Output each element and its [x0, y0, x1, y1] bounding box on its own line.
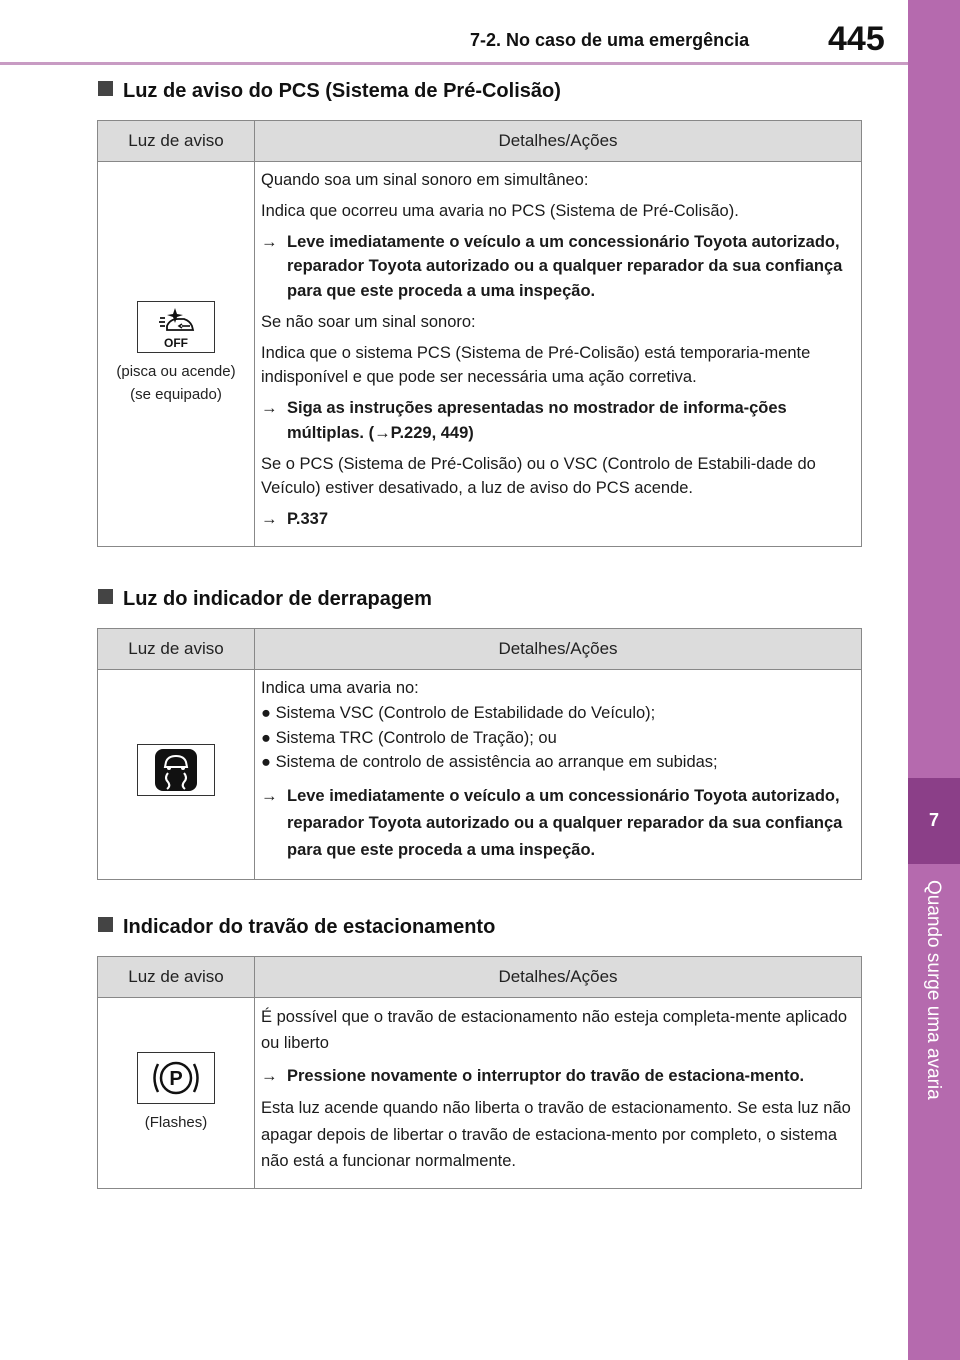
- detail-text: Indica que ocorreu uma avaria no PCS (Sistema de Pré-Colisão).: [261, 201, 739, 220]
- detail-text: Se o PCS (Sistema de Pré-Colisão) ou o VSC (Controlo de Estabili-dade do Veículo) estiver desativado, a luz de aviso do PCS acende.: [261, 454, 816, 498]
- parking-brake-icon: [137, 1052, 215, 1104]
- action-text: Pressione novamente o interruptor do travão de estaciona-mento.: [287, 1066, 805, 1085]
- chapter-number: 7: [928, 810, 939, 830]
- chapter-side-tab: [908, 0, 960, 1360]
- pcs-table: [97, 120, 862, 547]
- details-cell: [255, 670, 862, 880]
- action-item: [261, 507, 855, 532]
- arrow-icon: →: [261, 399, 278, 417]
- detail-text: Indica que o sistema PCS (Sistema de Pré-Colisão) está temporaria-mente indisponível e que pode ser necessária uma ação corretiva.: [261, 343, 811, 387]
- action-text: Leve imediatamente o veículo a um concessionário Toyota autorizado, reparador Toyota autorizado ou a qualquer reparador da sua confiança para que este proceda a uma inspeção.: [287, 232, 843, 300]
- section-heading-text: Indicador do travão de estacionamento: [123, 916, 496, 938]
- header-rule: [0, 62, 908, 65]
- table-header-row: [98, 957, 862, 998]
- arrow-icon: →: [261, 787, 278, 805]
- col-header-light: Luz de aviso: [98, 629, 255, 670]
- action-item: [261, 1063, 855, 1089]
- col-header-details: Detalhes/Ações: [255, 629, 862, 670]
- heading-square-icon: [98, 589, 113, 604]
- bullet-item: [261, 701, 855, 726]
- col-header-light: Luz de aviso: [98, 957, 255, 998]
- section-heading-pcs: [98, 80, 561, 103]
- bullet-icon: ●: [261, 703, 271, 722]
- action-item: [261, 783, 855, 865]
- icon-caption: (se equipado): [130, 385, 222, 403]
- icon-cell: [98, 670, 255, 880]
- bullet-item: [261, 750, 855, 775]
- col-header-details: Detalhes/Ações: [255, 957, 862, 998]
- details-cell: [255, 162, 862, 547]
- icon-cell: [98, 162, 255, 547]
- heading-square-icon: [98, 917, 113, 932]
- detail-text: Se não soar um sinal sonoro:: [261, 312, 476, 331]
- icon-caption: (Flashes): [144, 1113, 208, 1131]
- bullet-text: Sistema VSC (Controlo de Estabilidade do Veículo);: [275, 703, 656, 722]
- bullet-icon: ●: [261, 728, 271, 747]
- chapter-title: Quando surge uma avaria: [923, 880, 944, 1100]
- slip-table: [97, 628, 862, 880]
- action-text: P.337: [287, 510, 328, 528]
- action-text: Siga as instruções apresentadas no mostrador de informa-ções múltiplas. (→P.229, 449): [287, 399, 787, 442]
- col-header-light: Luz de aviso: [98, 121, 255, 162]
- icon-cell: [98, 998, 255, 1189]
- section-heading-slip: [98, 588, 432, 611]
- pcs-off-icon-label: OFF: [164, 336, 188, 351]
- action-item: [261, 396, 855, 446]
- header-title: 7-2. No caso de uma emergência: [470, 30, 750, 50]
- parking-brake-table: [97, 956, 862, 1189]
- detail-text: É possível que o travão de estacionamento não esteja completa-mente aplicado ou liberto: [261, 1008, 848, 1053]
- table-row: [98, 162, 862, 547]
- pcs-off-icon: [137, 301, 215, 353]
- section-heading-text: Luz do indicador de derrapagem: [123, 588, 432, 610]
- page-number: 445: [828, 20, 885, 58]
- detail-text: Quando soa um sinal sonoro em simultâneo:: [261, 171, 589, 189]
- arrow-icon: →: [261, 510, 278, 528]
- bullet-item: [261, 726, 855, 751]
- bullet-text: Sistema de controlo de assistência ao arranque em subidas;: [275, 753, 718, 772]
- section-heading-parking-brake: [98, 916, 495, 939]
- table-header-row: [98, 629, 862, 670]
- heading-square-icon: [98, 81, 113, 96]
- arrow-icon: →: [261, 232, 278, 251]
- detail-text: Indica uma avaria no:: [261, 679, 419, 697]
- table-row: [98, 998, 862, 1189]
- action-item: [261, 230, 855, 304]
- slip-indicator-icon: [137, 744, 215, 796]
- table-row: [98, 670, 862, 880]
- bullet-icon: ●: [261, 753, 271, 772]
- bullet-text: Sistema TRC (Controlo de Tração); ou: [275, 728, 557, 747]
- section-heading-text: Luz de aviso do PCS (Sistema de Pré-Colisão): [123, 80, 561, 102]
- action-text: Leve imediatamente o veículo a um concessionário Toyota autorizado, reparador Toyota autorizado ou a qualquer reparador da sua confiança para que este proceda a uma inspeção.: [287, 787, 843, 860]
- table-header-row: [98, 121, 862, 162]
- icon-caption: (pisca ou acende): [116, 363, 236, 381]
- col-header-details: Detalhes/Ações: [255, 121, 862, 162]
- parking-brake-icon-label: P: [169, 1067, 183, 1090]
- details-cell: [255, 998, 862, 1189]
- arrow-icon: →: [261, 1066, 278, 1085]
- detail-text: Esta luz acende quando não liberta o travão de estacionamento. Se esta luz não apagar depois de libertar o travão de estaciona-mento por completo, o sistema não está a funcionar normalmente.: [261, 1099, 851, 1170]
